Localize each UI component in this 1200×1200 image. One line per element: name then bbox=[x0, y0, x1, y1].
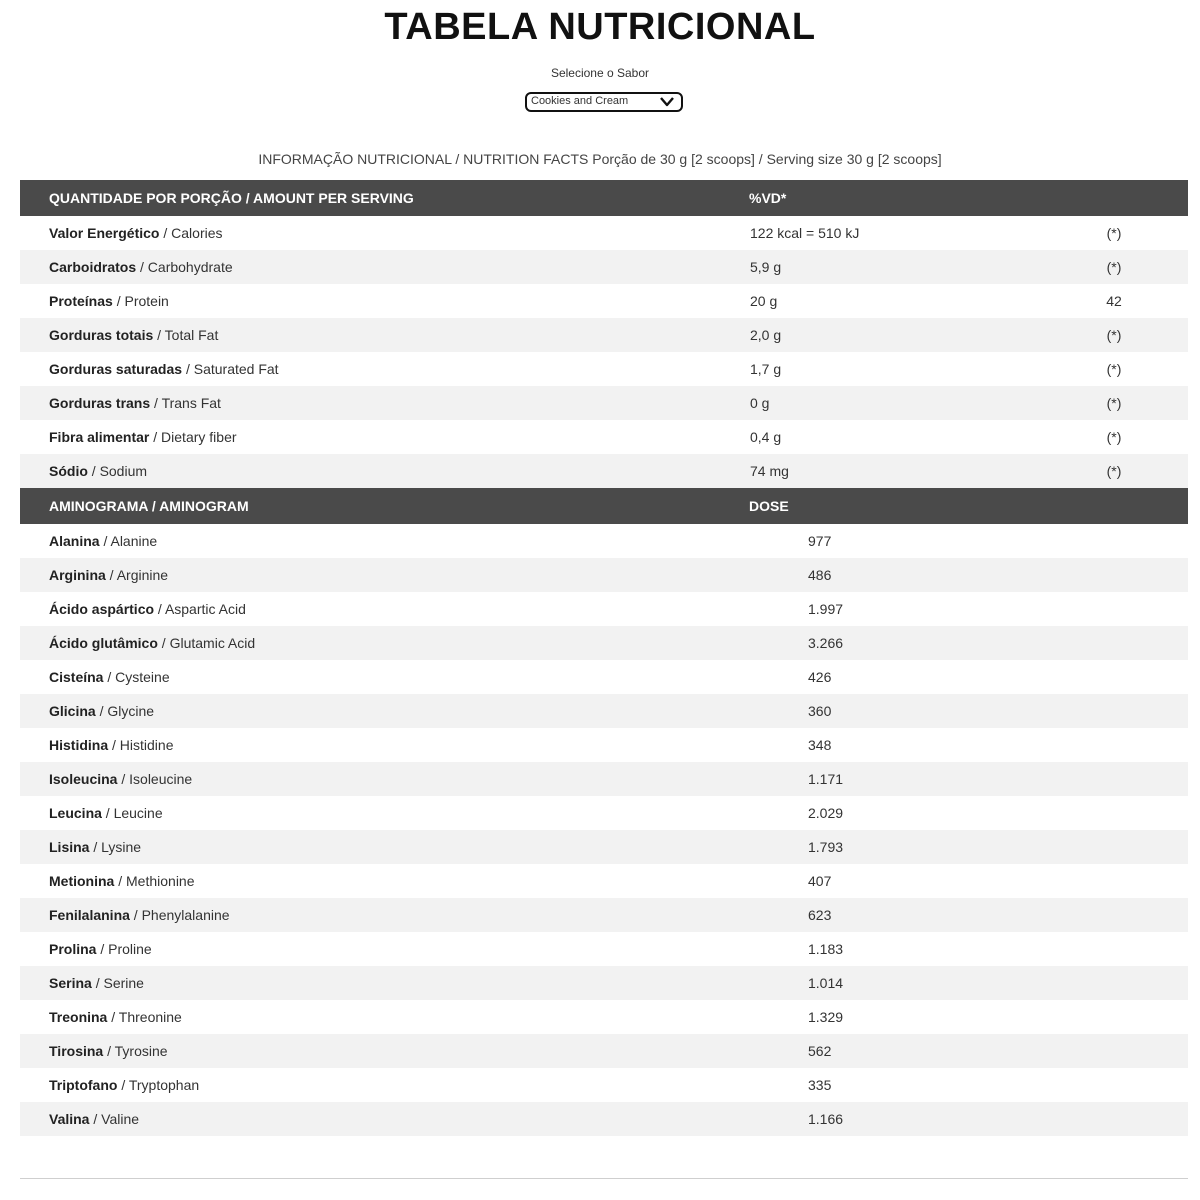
table-row bbox=[20, 420, 1188, 454]
nutrient-name-pt: Prolina bbox=[49, 941, 97, 957]
amino-dose: 623 bbox=[808, 907, 832, 923]
table-row bbox=[20, 592, 1188, 626]
nutrient-amount: 5,9 g bbox=[750, 259, 782, 275]
amino-dose: 407 bbox=[808, 873, 832, 889]
table-row bbox=[20, 1000, 1188, 1034]
nutrient-name-pt: Arginina bbox=[49, 567, 106, 583]
table-row bbox=[20, 830, 1188, 864]
nutrient-name-pt: Fibra alimentar bbox=[49, 429, 150, 445]
amino-dose: 2.029 bbox=[808, 805, 844, 821]
table-row bbox=[20, 558, 1188, 592]
nutrient-name: Valor Energético / Calories bbox=[49, 225, 223, 241]
amino-dose: 348 bbox=[808, 737, 832, 753]
table-row bbox=[20, 454, 1188, 488]
nutrient-name-pt: Glicina bbox=[49, 703, 96, 719]
page-title: TABELA NUTRICIONAL bbox=[384, 6, 816, 48]
nutrient-name-pt: Sódio bbox=[49, 463, 88, 479]
nutrient-daily-value: (*) bbox=[1106, 327, 1122, 343]
nutrient-name-pt: Leucina bbox=[49, 805, 102, 821]
table-row bbox=[20, 898, 1188, 932]
nutrient-daily-value: 42 bbox=[1106, 293, 1122, 309]
nutrient-name: Cisteína / Cysteine bbox=[49, 669, 170, 685]
nutrient-amount: 2,0 g bbox=[750, 327, 782, 343]
nutrient-name: Arginina / Arginine bbox=[49, 567, 169, 583]
flavor-select-value: Cookies and Cream bbox=[531, 95, 629, 107]
nutrient-name-pt: Triptofano bbox=[49, 1077, 118, 1093]
nutrient-name: Triptofano / Tryptophan bbox=[49, 1077, 200, 1093]
table-row bbox=[20, 966, 1188, 1000]
nutrient-amount: 74 mg bbox=[750, 463, 789, 479]
nutrient-name: Metionina / Methionine bbox=[49, 873, 195, 889]
table-row bbox=[20, 864, 1188, 898]
nutrient-name-en: Cysteine bbox=[115, 669, 170, 685]
nutrient-name-pt: Tirosina bbox=[49, 1043, 104, 1059]
nutrient-name-en: Serine bbox=[103, 975, 144, 991]
nutrient-name-pt: Proteínas bbox=[49, 293, 113, 309]
amino-dose: 335 bbox=[808, 1077, 832, 1093]
amino-dose: 360 bbox=[808, 703, 832, 719]
chevron-down-icon bbox=[659, 95, 675, 109]
nutrient-name: Histidina / Histidine bbox=[49, 737, 174, 753]
table-row bbox=[20, 932, 1188, 966]
table-row bbox=[20, 216, 1188, 250]
flavor-select[interactable] bbox=[525, 92, 683, 112]
nutrition-table bbox=[20, 180, 1188, 1136]
nutrient-name-pt: Carboidratos bbox=[49, 259, 137, 275]
nutrient-name: Ácido glutâmico / Glutamic Acid bbox=[49, 635, 256, 651]
nutrient-name-en: Saturated Fat bbox=[193, 361, 279, 377]
nutrient-name-en: Alanine bbox=[110, 533, 158, 549]
nutrient-name: Gorduras saturadas / Saturated Fat bbox=[49, 361, 279, 377]
table-row bbox=[20, 728, 1188, 762]
nutrient-name-pt: Valina bbox=[49, 1111, 90, 1127]
nutrient-name-pt: Fenilalanina bbox=[49, 907, 130, 923]
amino-dose: 1.329 bbox=[808, 1009, 844, 1025]
nutrient-daily-value: (*) bbox=[1106, 395, 1122, 411]
amino-dose: 977 bbox=[808, 533, 832, 549]
nutrient-name-en: Glutamic Acid bbox=[169, 635, 256, 651]
nutrient-name: Gorduras totais / Total Fat bbox=[49, 327, 219, 343]
nutrient-name-en: Valine bbox=[101, 1111, 140, 1127]
nutrient-daily-value: (*) bbox=[1106, 259, 1122, 275]
nutrient-name-en: Trans Fat bbox=[161, 395, 221, 411]
nutrient-name-pt: Valor Energético bbox=[49, 225, 160, 241]
nutrient-name-en: Tryptophan bbox=[128, 1077, 200, 1093]
nutrient-name-en: Total Fat bbox=[164, 327, 219, 343]
amino-dose: 3.266 bbox=[808, 635, 844, 651]
aminogram-header bbox=[20, 488, 1188, 524]
nutrient-name-en: Arginine bbox=[116, 567, 169, 583]
nutrient-name-pt: Histidina bbox=[49, 737, 109, 753]
nutrient-name-en: Threonine bbox=[118, 1009, 182, 1025]
amino-dose: 1.166 bbox=[808, 1111, 844, 1127]
amino-dose: 1.793 bbox=[808, 839, 844, 855]
table-row bbox=[20, 762, 1188, 796]
nutrient-name: Fibra alimentar / Dietary fiber bbox=[49, 429, 237, 445]
nutrient-name: Gorduras trans / Trans Fat bbox=[49, 395, 221, 411]
table-row bbox=[20, 524, 1188, 558]
table-row bbox=[20, 250, 1188, 284]
amino-dose: 426 bbox=[808, 669, 832, 685]
nutrient-name-pt: Cisteína bbox=[49, 669, 104, 685]
nutrient-name: Sódio / Sodium bbox=[49, 463, 148, 479]
nutrient-name-en: Methionine bbox=[126, 873, 195, 889]
bottom-divider bbox=[20, 1178, 1188, 1179]
table-row bbox=[20, 1068, 1188, 1102]
nutrient-name-pt: Ácido aspártico bbox=[49, 601, 155, 617]
nutrition-header bbox=[20, 180, 1188, 216]
nutrient-daily-value: (*) bbox=[1106, 361, 1122, 377]
nutrition-header-right: %VD* bbox=[749, 190, 787, 206]
nutrient-name: Lisina / Lysine bbox=[49, 839, 142, 855]
nutrient-name: Carboidratos / Carbohydrate bbox=[49, 259, 233, 275]
nutrient-name: Valina / Valine bbox=[49, 1111, 140, 1127]
nutrient-name: Proteínas / Protein bbox=[49, 293, 169, 309]
table-row bbox=[20, 796, 1188, 830]
nutrient-name: Prolina / Proline bbox=[49, 941, 152, 957]
nutrient-name: Treonina / Threonine bbox=[49, 1009, 182, 1025]
table-row bbox=[20, 1102, 1188, 1136]
nutrient-name-en: Calories bbox=[171, 225, 223, 241]
nutrient-amount: 0 g bbox=[750, 395, 770, 411]
nutrient-name-pt: Treonina bbox=[49, 1009, 108, 1025]
nutrient-name-pt: Serina bbox=[49, 975, 92, 991]
nutrition-header-left: QUANTIDADE POR PORÇÃO / AMOUNT PER SERVING bbox=[49, 190, 414, 206]
flavor-select-label: Selecione o Sabor bbox=[550, 66, 650, 80]
amino-dose: 1.183 bbox=[808, 941, 844, 957]
nutrient-name-en: Lysine bbox=[101, 839, 142, 855]
nutrient-name-en: Tyrosine bbox=[114, 1043, 168, 1059]
nutrient-daily-value: (*) bbox=[1106, 463, 1122, 479]
nutrient-name: Serina / Serine bbox=[49, 975, 144, 991]
nutrient-name-pt: Ácido glutâmico bbox=[49, 635, 158, 651]
nutrient-name-pt: Gorduras trans bbox=[49, 395, 151, 411]
amino-dose: 486 bbox=[808, 567, 832, 583]
aminogram-rows bbox=[20, 524, 1188, 1136]
nutrient-name-en: Sodium bbox=[99, 463, 148, 479]
nutrient-name-pt: Gorduras totais bbox=[49, 327, 154, 343]
table-row bbox=[20, 386, 1188, 420]
table-row bbox=[20, 318, 1188, 352]
nutrient-daily-value: (*) bbox=[1106, 225, 1122, 241]
nutrient-name-pt: Lisina bbox=[49, 839, 90, 855]
nutrient-name-pt: Gorduras saturadas bbox=[49, 361, 183, 377]
nutrient-name-en: Carbohydrate bbox=[147, 259, 233, 275]
nutrient-name-en: Leucine bbox=[113, 805, 163, 821]
nutrient-name: Glicina / Glycine bbox=[49, 703, 155, 719]
table-row bbox=[20, 284, 1188, 318]
amino-dose: 562 bbox=[808, 1043, 832, 1059]
nutrient-name-en: Phenylalanine bbox=[141, 907, 230, 923]
nutrient-name: Tirosina / Tyrosine bbox=[49, 1043, 168, 1059]
nutrient-name-en: Proline bbox=[108, 941, 152, 957]
nutrient-name-pt: Alanina bbox=[49, 533, 100, 549]
nutrient-amount: 1,7 g bbox=[750, 361, 782, 377]
amino-dose: 1.014 bbox=[808, 975, 844, 991]
nutrient-name: Isoleucina / Isoleucine bbox=[49, 771, 193, 787]
amino-dose: 1.997 bbox=[808, 601, 844, 617]
nutrient-name: Fenilalanina / Phenylalanine bbox=[49, 907, 230, 923]
nutrient-name: Ácido aspártico / Aspartic Acid bbox=[49, 601, 246, 617]
nutrient-name-en: Protein bbox=[124, 293, 169, 309]
nutrient-amount: 122 kcal = 510 kJ bbox=[750, 225, 860, 241]
nutrient-name: Leucina / Leucine bbox=[49, 805, 163, 821]
table-row bbox=[20, 660, 1188, 694]
nutrient-name-en: Aspartic Acid bbox=[164, 601, 246, 617]
nutrient-name-pt: Metionina bbox=[49, 873, 115, 889]
amino-dose: 1.171 bbox=[808, 771, 844, 787]
nutrient-name-en: Isoleucine bbox=[129, 771, 193, 787]
aminogram-header-left: AMINOGRAMA / AMINOGRAM bbox=[49, 498, 249, 514]
nutrient-amount: 20 g bbox=[750, 293, 778, 309]
table-row bbox=[20, 694, 1188, 728]
nutrient-name-en: Histidine bbox=[119, 737, 174, 753]
nutrient-amount: 0,4 g bbox=[750, 429, 782, 445]
nutrient-name-en: Dietary fiber bbox=[161, 429, 237, 445]
nutrient-daily-value: (*) bbox=[1106, 429, 1122, 445]
nutrient-name-pt: Isoleucina bbox=[49, 771, 118, 787]
nutrition-info-line: INFORMAÇÃO NUTRICIONAL / NUTRITION FACTS Porção de 30 g [2 scoops] / Serving size 30 g [2 scoops] bbox=[258, 151, 942, 167]
table-row bbox=[20, 626, 1188, 660]
nutrition-rows bbox=[20, 216, 1188, 488]
nutrient-name: Alanina / Alanine bbox=[49, 533, 158, 549]
table-row bbox=[20, 1034, 1188, 1068]
nutrient-name-en: Glycine bbox=[107, 703, 155, 719]
table-row bbox=[20, 352, 1188, 386]
aminogram-header-right: DOSE bbox=[749, 498, 789, 514]
